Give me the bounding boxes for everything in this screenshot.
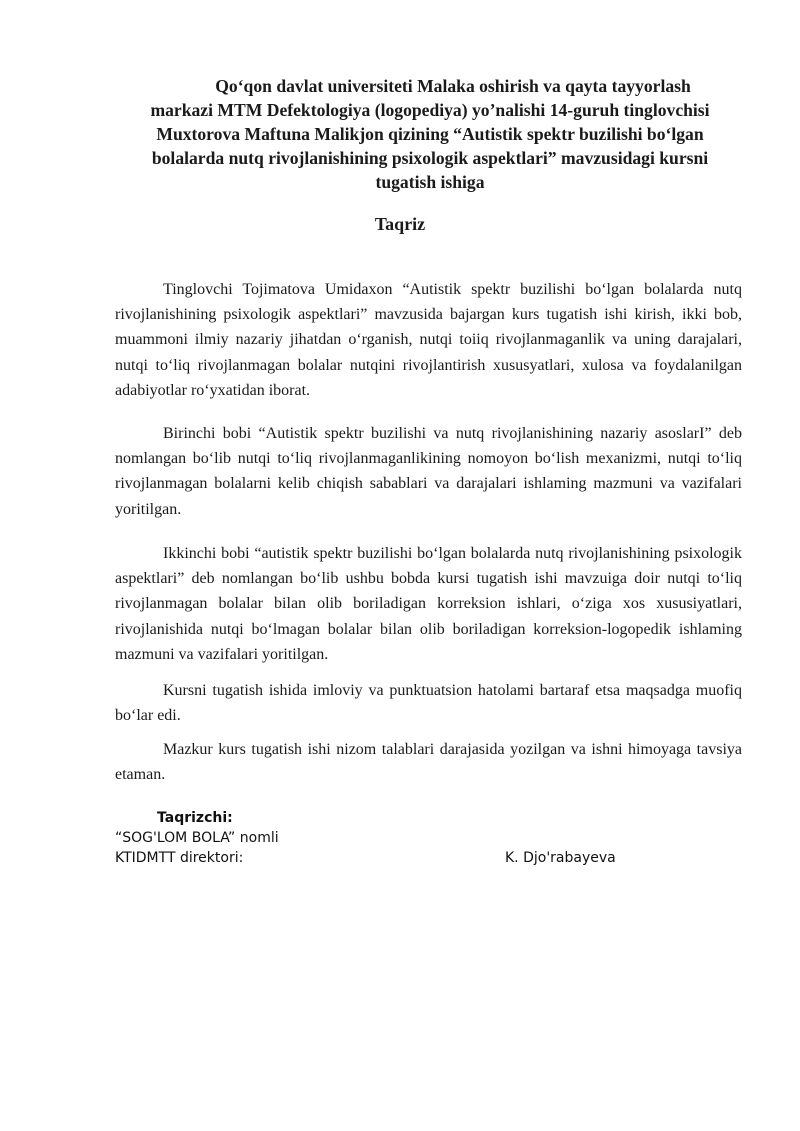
reviewer-role: KTIDMTT direktori:: [115, 850, 244, 866]
reviewer-organization: “SOG'LOM BOLA” nomli: [115, 830, 279, 846]
heading-line: Muxtorova Maftuna Malikjon qizining “Autistik spektr buzilishi bo‘lgan: [156, 124, 704, 144]
review-paragraph: Ikkinchi bobi “autistik spektr buzilishi bo‘lgan bolalarda nutq rivojlanishining psixologik aspektlari” deb nomlangan bo‘lib ushbu bobda kursi tugatish ishi mavzuiga doir nutqi to‘liq rivojlanmagan bolalar bilan olib boriladigan korreksion ishlari, o‘ziga xos xususiyatlari, rivojlanishida nutqi bo‘lmagan bolalar bilan olib boriladigan korreksion-logopedik ishlaming mazmuni va vazifalari yoritilgan.: [115, 545, 742, 663]
heading-line: tugatish ishiga: [375, 172, 485, 192]
review-paragraph: Tinglovchi Tojimatova Umidaxon “Autistik spektr buzilishi bo‘lgan bolalarda nutq rivojlanishining psixologik aspektlari” mavzusida bajargan kurs tugatish ishi kirish, ikki bob, muammoni ilmiy nazariy jihatdan o‘rganish, nutqi toiiq rivojlanmaganlik va uning darajalari, nutqi to‘liq rivojlanmagan bolalar nutqini rivojlantirish xususyatlari, xulosa va foydalanilgan adabiyotlar ro‘yxatidan iborat.: [115, 281, 742, 399]
heading-line-text: Qo‘qon davlat universiteti Malaka oshirish va qayta tayyorlash: [215, 76, 691, 96]
review-paragraph: Kursni tugatish ishida imloviy va punktuatsion hatolami bartaraf etsa maqsadga muofiq bo‘lar edi.: [115, 682, 742, 725]
document-heading: [120, 74, 740, 194]
document-title: Taqriz: [374, 214, 426, 234]
reviewer-label: Taqrizchi:: [157, 810, 233, 826]
reviewer-name: K. Djo'rabayeva: [505, 850, 616, 866]
review-paragraph: Mazkur kurs tugatish ishi nizom talablari darajasida yozilgan va ishni himoyaga tavsiya etaman.: [115, 741, 742, 784]
heading-line: bolalarda nutq rivojlanishining psixologik aspektlari” mavzusidagi kursni: [151, 148, 709, 168]
review-paragraph: Birinchi bobi “Autistik spektr buzilishi va nutq rivojlanishining nazariy asoslarI” deb nomlangan bo‘lib nutqi to‘liq rivojlanmaganlikining nomoyon bo‘lish mexanizmi, nutqi to‘liq rivojlanmagan bolalarni kelib chiqish sabablari va darajalari ishlaming mazmuni va vazifalari yoritilgan.: [115, 425, 742, 518]
heading-line: [120, 74, 740, 98]
heading-line: markazi MTM Defektologiya (logopediya) yo’nalishi 14-guruh tinglovchisi: [150, 100, 710, 120]
